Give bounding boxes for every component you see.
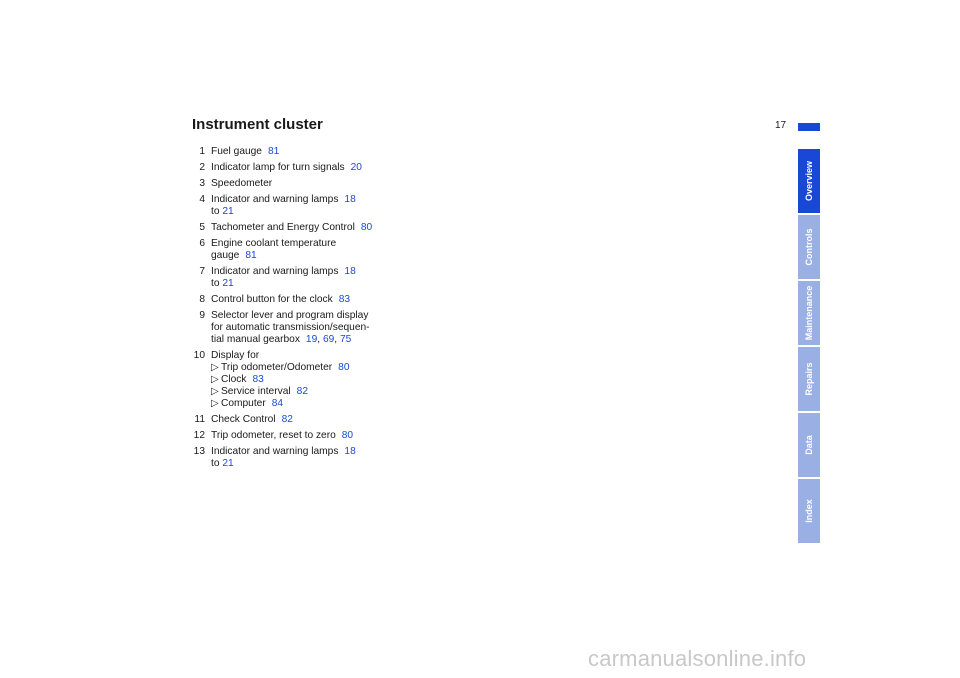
item-body (211, 222, 428, 234)
bullet-triangle-icon: ▷ (211, 374, 219, 385)
page-ref-link[interactable]: 80 (338, 362, 350, 373)
sub-item-text: Clock (221, 374, 247, 385)
page-marker (798, 123, 820, 131)
page-ref-link[interactable]: 83 (338, 294, 351, 305)
item-line-cont (211, 458, 428, 470)
bullet-triangle-icon: ▷ (211, 362, 219, 373)
nav-tab-repairs[interactable] (798, 347, 820, 411)
watermark: carmanualsonline.info (588, 646, 807, 671)
list-item (188, 146, 428, 158)
nav-tab-maintenance[interactable] (798, 281, 820, 345)
sub-item (211, 386, 428, 398)
item-number: 10 (193, 350, 205, 361)
item-number: 5 (199, 222, 205, 233)
list-item (188, 194, 428, 218)
item-line (211, 222, 428, 234)
item-number: 9 (199, 310, 205, 321)
page-ref-link[interactable]: 82 (296, 386, 308, 397)
item-number: 8 (199, 294, 205, 305)
item-line (211, 250, 428, 262)
sub-item (211, 374, 428, 386)
item-body (211, 446, 428, 470)
item-body (211, 178, 428, 190)
item-body (211, 238, 428, 262)
bullet-triangle-icon: ▷ (211, 398, 219, 409)
item-text: Fuel gauge (211, 146, 262, 157)
nav-tab-label: Index (804, 499, 814, 523)
nav-tab-label: Data (804, 435, 814, 455)
item-line (211, 238, 428, 250)
list-item (188, 178, 428, 190)
item-body (211, 266, 428, 290)
item-line-cont (211, 206, 428, 218)
page-ref-link[interactable]: 81 (245, 250, 257, 261)
list-item (188, 266, 428, 290)
item-number: 6 (199, 238, 205, 249)
nav-tab-controls[interactable] (798, 215, 820, 279)
page-ref-link[interactable]: 21 (222, 206, 234, 217)
item-number: 1 (199, 146, 205, 157)
list-item (188, 238, 428, 262)
item-line (211, 322, 428, 334)
item-number: 2 (199, 162, 205, 173)
item-line (211, 178, 428, 190)
page-ref-link[interactable]: 80 (360, 222, 373, 233)
page-ref-link[interactable]: 75 (339, 334, 352, 345)
item-text: gauge (211, 250, 240, 261)
item-line (211, 414, 428, 426)
section-nav (798, 149, 820, 545)
page-ref-link[interactable]: 21 (222, 278, 234, 289)
item-text: Display for (211, 350, 260, 361)
page-title: Instrument cluster (192, 116, 323, 133)
item-body (211, 350, 428, 410)
item-text: to (211, 278, 220, 289)
item-text: to (211, 458, 220, 469)
page-ref-link[interactable]: 81 (267, 146, 280, 157)
item-text: Check Control (211, 414, 276, 425)
page-ref-link[interactable]: 83 (252, 374, 264, 385)
page-ref-link[interactable]: 18 (344, 446, 356, 457)
page-ref-link[interactable]: 18 (344, 266, 356, 277)
item-number: 13 (193, 446, 205, 457)
page-ref-link[interactable]: 19 (305, 334, 318, 345)
item-text: tial manual gearbox (211, 334, 300, 345)
item-line (211, 310, 428, 322)
item-body (211, 146, 428, 158)
page-ref-link[interactable]: 84 (271, 398, 284, 409)
page-ref-link[interactable]: 18 (344, 194, 356, 205)
list-item (188, 414, 428, 426)
item-text: Speedometer (211, 178, 273, 189)
nav-tab-index[interactable] (798, 479, 820, 543)
item-line (211, 146, 428, 158)
nav-tab-label: Maintenance (804, 285, 814, 341)
sub-item-text: Trip odometer/Odometer (221, 362, 333, 373)
item-text: Trip odometer, reset to zero (211, 430, 336, 441)
item-text: Control button for the clock (211, 294, 333, 305)
page-ref-link[interactable]: 69 (322, 334, 335, 345)
page-ref-link[interactable]: 82 (281, 414, 293, 425)
item-number: 12 (193, 430, 205, 441)
list-item (188, 350, 428, 410)
list-item (188, 294, 428, 306)
item-text: Engine coolant temperature (211, 238, 337, 249)
page-ref-link[interactable]: 21 (222, 458, 234, 469)
item-number: 4 (199, 194, 205, 205)
item-text: Indicator lamp for turn signals (211, 162, 345, 173)
item-text: Indicator and warning lamps (211, 446, 339, 457)
sub-item-text-wrap (221, 386, 308, 398)
sub-item-text: Computer (221, 398, 266, 409)
page-ref-link[interactable]: 80 (341, 430, 354, 441)
item-number: 3 (199, 178, 205, 189)
item-body (211, 414, 428, 426)
item-line (211, 350, 428, 362)
item-line (211, 430, 428, 442)
nav-tab-label: Controls (804, 228, 814, 266)
item-line-cont (211, 278, 428, 290)
nav-tab-label: Repairs (804, 362, 814, 396)
item-text: Tachometer and Energy Control (211, 222, 355, 233)
list-item (188, 446, 428, 470)
item-number: 11 (194, 414, 205, 425)
item-text: Indicator and warning lamps (211, 266, 339, 277)
list-item (188, 310, 428, 346)
item-line (211, 194, 428, 206)
list-item (188, 222, 428, 234)
item-line (211, 294, 428, 306)
sub-item (211, 362, 428, 374)
item-line: tial manual gearbox 19, 69, 75 (211, 334, 352, 345)
list-item (188, 430, 428, 442)
nav-tab-data[interactable] (798, 413, 820, 477)
bullet-triangle-icon: ▷ (211, 386, 219, 397)
item-line (211, 266, 428, 278)
page-number: 17 (775, 120, 787, 131)
item-body (211, 194, 428, 218)
item-text: Selector lever and program display (211, 310, 369, 321)
sub-item-text-wrap (221, 398, 283, 410)
item-body (211, 294, 428, 306)
item-line (211, 162, 428, 174)
item-number: 7 (199, 266, 205, 277)
nav-tab-overview[interactable] (798, 149, 820, 213)
sub-item (211, 398, 428, 410)
item-text: to (211, 206, 220, 217)
sub-item-text-wrap (221, 374, 264, 386)
list-item (188, 162, 428, 174)
item-text: Indicator and warning lamps (211, 194, 339, 205)
sub-item-text-wrap (221, 362, 350, 374)
nav-tab-label: Overview (804, 160, 814, 202)
item-body (211, 310, 428, 346)
item-text: for automatic transmission/sequen- (211, 322, 370, 333)
page-ref-link[interactable]: 20 (350, 162, 362, 173)
item-line (211, 446, 428, 458)
instrument-list (188, 146, 428, 474)
item-body (211, 430, 428, 442)
sub-item-text: Service interval (221, 386, 291, 397)
item-body (211, 162, 428, 174)
